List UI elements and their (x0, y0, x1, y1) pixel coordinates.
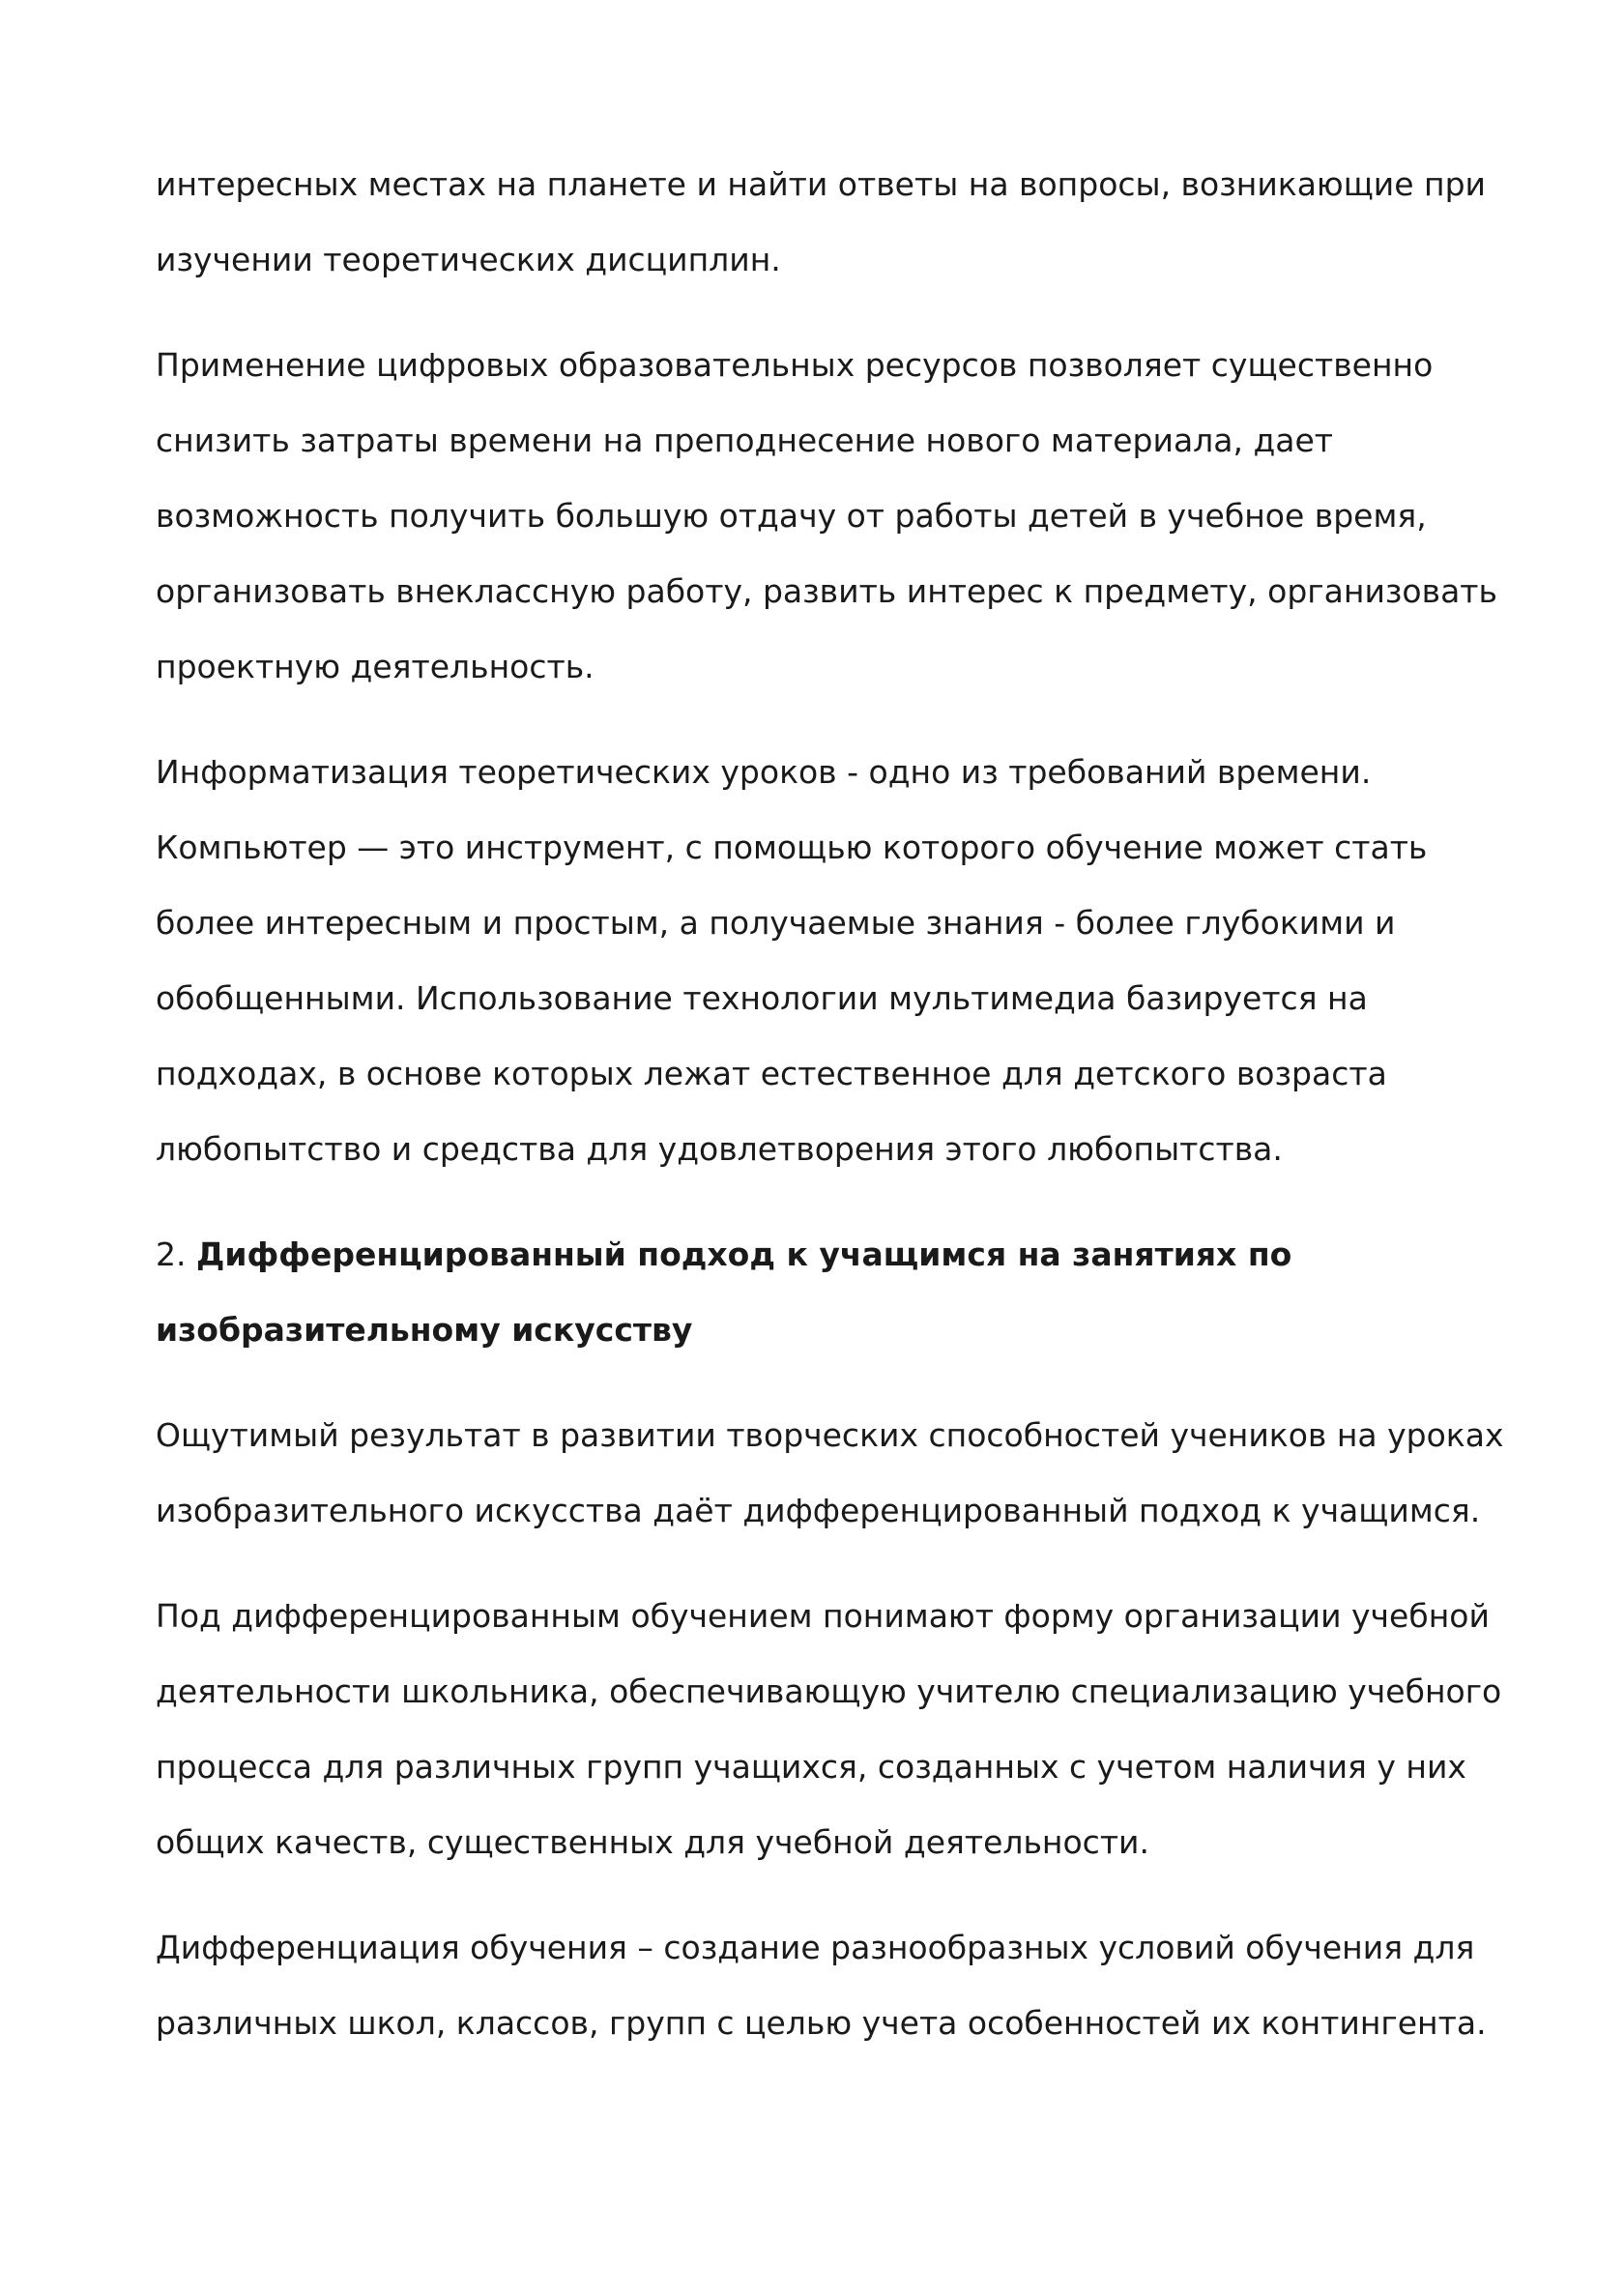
paragraph: Дифференциация обучения – создание разнообразных условий обучения для различных школ, классов, групп с целью учета особенностей их контингента. (156, 1929, 1487, 2042)
paragraph: Ощутимый результат в развитии творческих способностей учеников на уроках изобразительного искусства даёт дифференцированный подход к учащимся. (156, 1416, 1504, 1529)
paragraph: интересных местах на планете и найти ответы на вопросы, возникающие при изучении теоретических дисциплин. (156, 165, 1486, 278)
document-page (156, 147, 1509, 2091)
paragraph: Под дифференцированным обучением понимают форму организации учебной деятельности школьника, обеспечивающую учителю специализацию учебного процесса для различных групп учащихся, созданных с учетом наличия у них общих качеств, существенных для учебной деятельности. (156, 1597, 1502, 1861)
section-number: 2. (156, 1235, 187, 1273)
section-heading (156, 1217, 1509, 1368)
paragraph: Информатизация теоретических уроков - одно из требований времени. Компьютер — это инструмент, с помощью которого обучение может стать более интересным и простым, а получаемые знания - более глубокими и обобщенными. Использование технологии мультимедиа базируется на подходах, в основе которых лежат естественное для детского возраста любопытство и средства для удовлетворения этого любопытства. (156, 753, 1428, 1168)
paragraph: Применение цифровых образовательных ресурсов позволяет существенно снизить затраты времени на преподнесение нового материала, дает возможность получить большую отдачу от работы детей в учебное время, организовать внеклассную работу, развить интерес к предмету, организовать проектную деятельность. (156, 346, 1497, 685)
section-title: Дифференцированный подход к учащимся на занятиях по изобразительному искусству (156, 1235, 1292, 1349)
